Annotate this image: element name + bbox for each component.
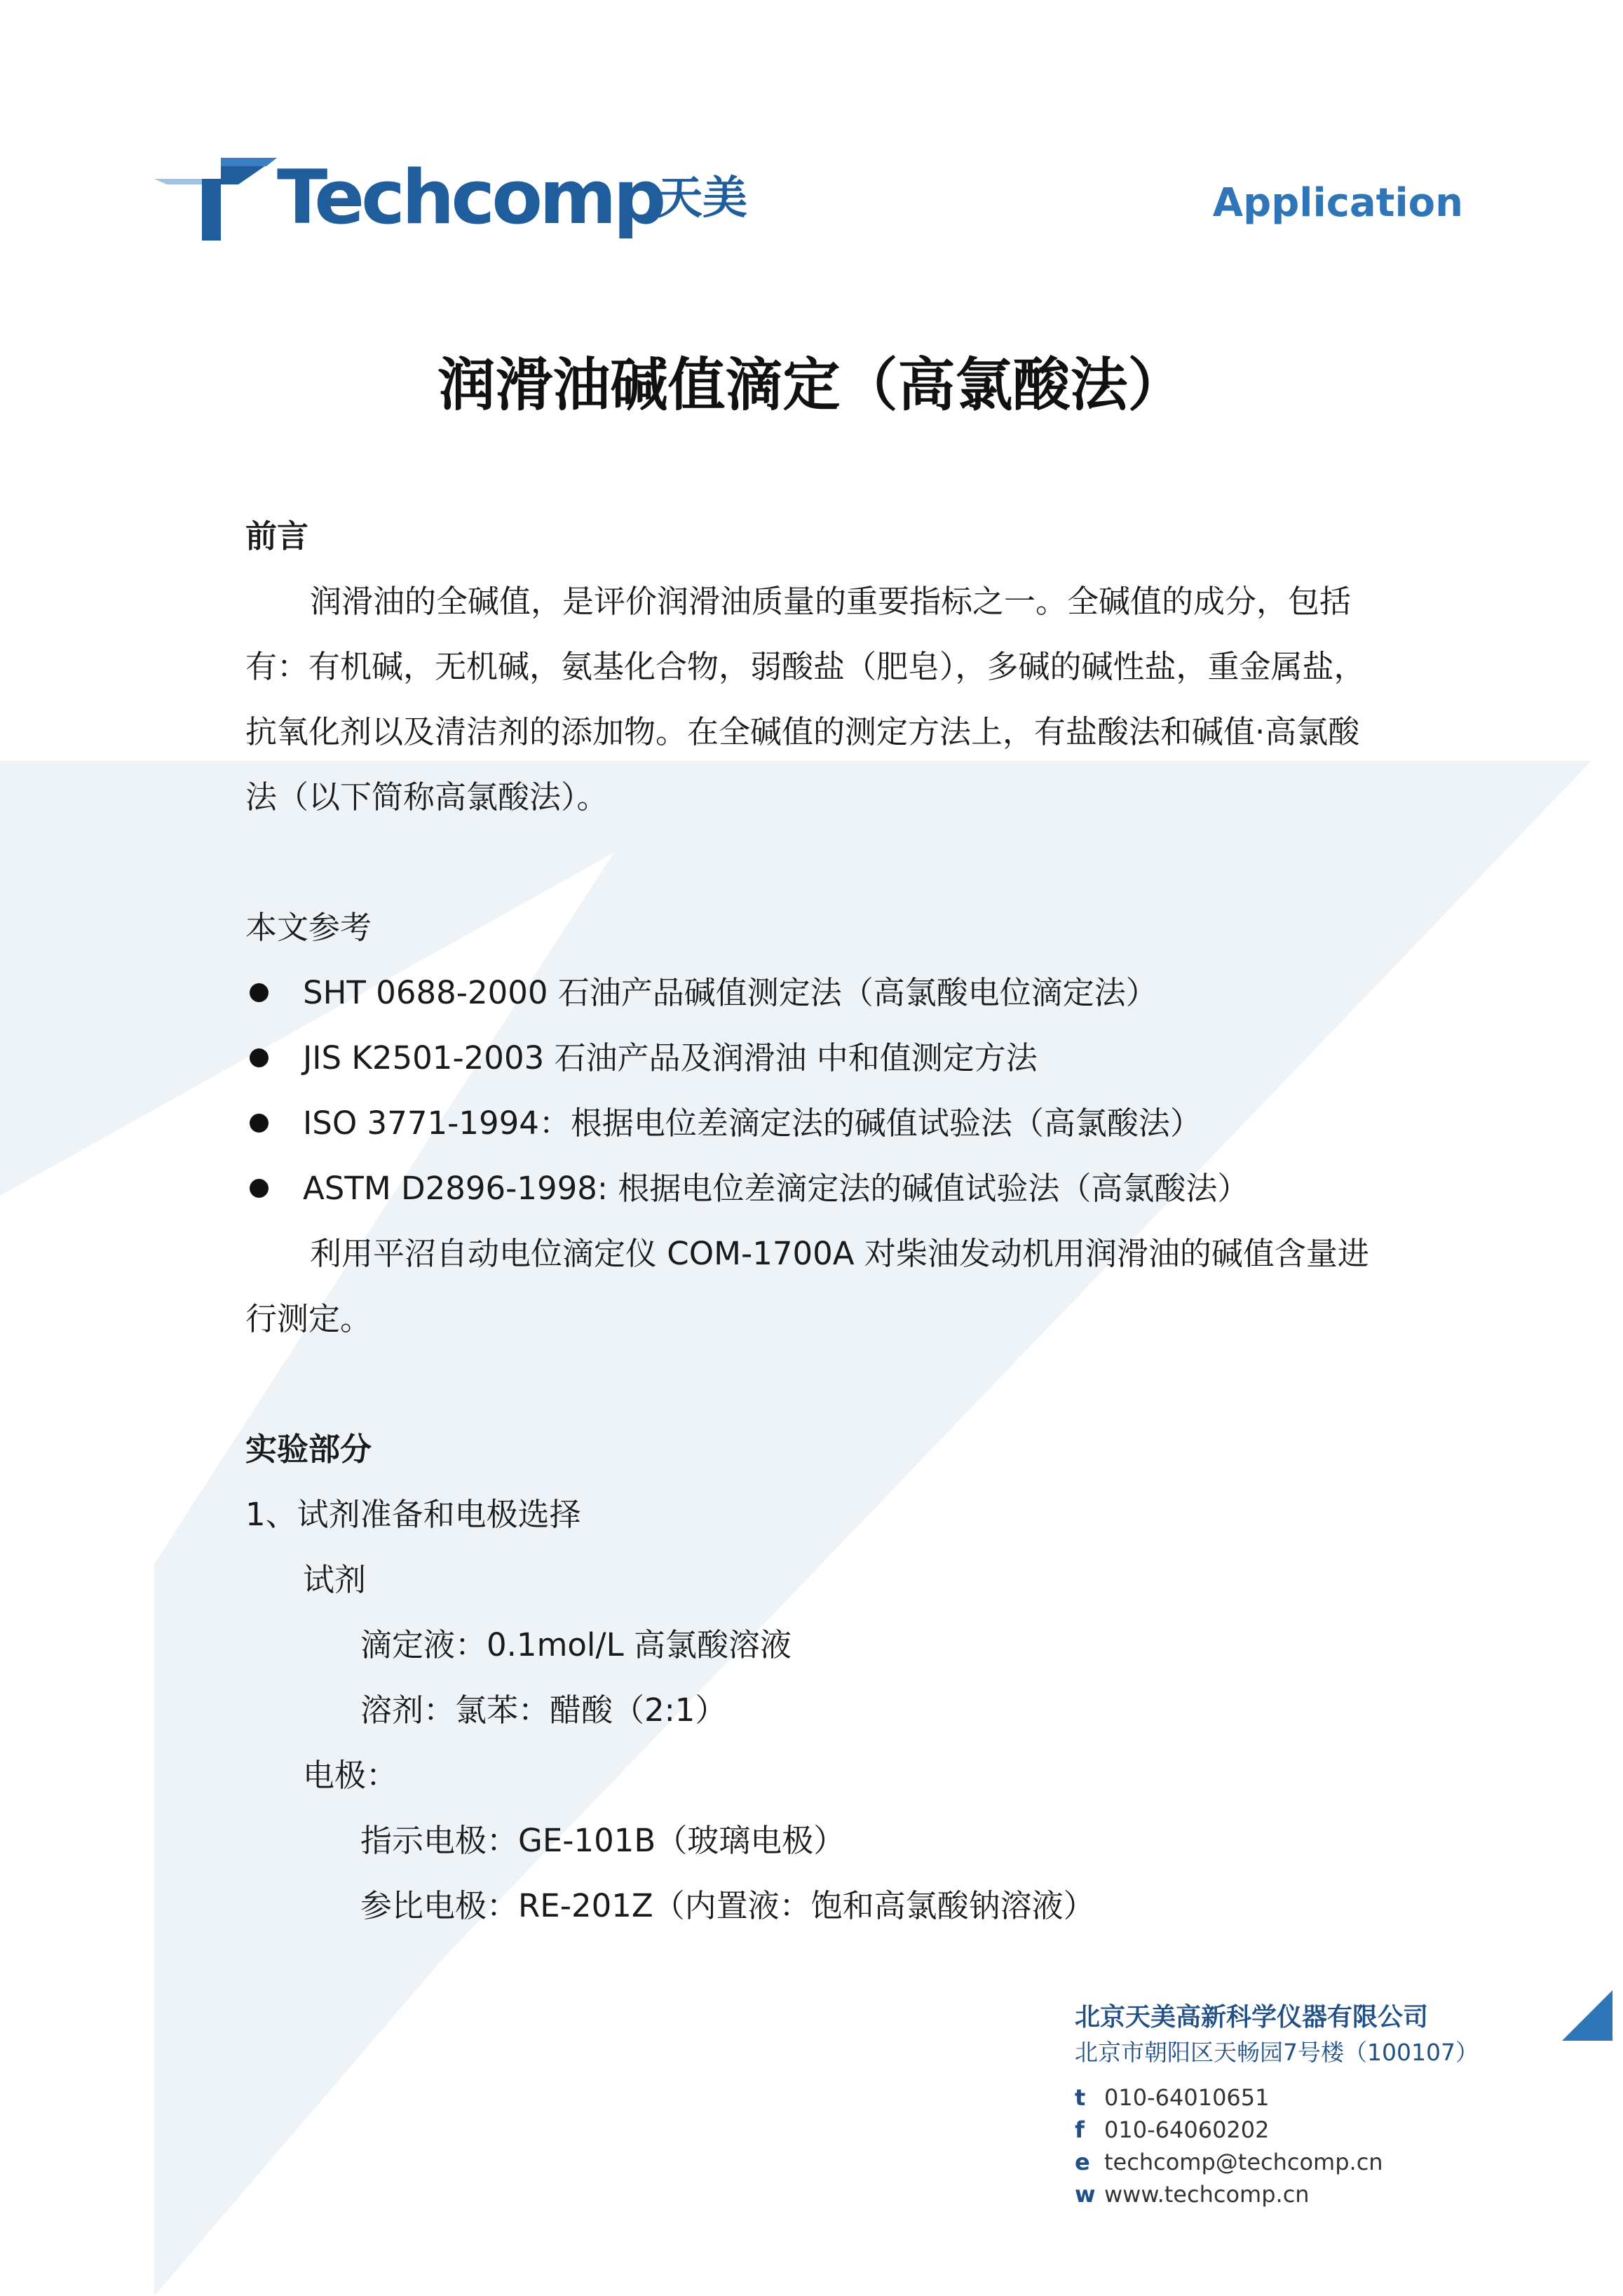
company-address: 北京市朝阳区天畅园7号楼（100107） [1075,2039,1479,2066]
contact-key: e [1075,2149,1090,2175]
list-item [245,1156,1381,1221]
list-item [245,1090,1381,1156]
reference-text: SHT 0688-2000 石油产品碱值测定法（高氯酸电位滴定法） [303,974,1157,1011]
contact-fax [1075,2114,1608,2146]
contact-list [1075,2081,1608,2210]
fax-number: 010-64060202 [1104,2116,1270,2143]
reference-text: ASTM D2896-1998: 根据电位差滴定法的碱值试验法（高氯酸法） [303,1170,1249,1207]
contact-email [1075,2146,1608,2178]
reference-text: ISO 3771-1994：根据电位差滴定法的碱值试验法（高氯酸法） [303,1105,1202,1142]
reference-electrode-line: 参比电极：RE-201Z（内置液：饱和高氯酸钠溶液） [360,1887,1095,1924]
reference-list [245,960,1381,1221]
solvent-line: 溶剂：氯苯：醋酸（2:1） [360,1691,727,1729]
bullet-icon [250,1179,269,1198]
preface-heading: 前言 [245,518,309,555]
document-title: 润滑油碱值滴定（高氯酸法） [437,352,1186,419]
references-heading: 本文参考 [245,909,372,946]
logo-chinese-name: 天美 [658,173,747,224]
phone-number: 010-64010651 [1104,2084,1270,2111]
spacer [1075,2070,1608,2081]
contact-key: t [1075,2084,1086,2111]
contact-phone [1075,2081,1608,2114]
contact-key: w [1075,2181,1096,2208]
spacer [245,830,1381,895]
website-url: www.techcomp.cn [1104,2181,1310,2208]
indicator-electrode-line: 指示电极：GE-101B（玻璃电极） [360,1822,846,1859]
bullet-icon [250,1114,269,1133]
bullet-icon [250,1048,269,1067]
contact-key: f [1075,2116,1085,2143]
document-body [245,504,1381,1938]
reference-summary: 利用平沼自动电位滴定仪 COM-1700A 对柴油发动机用润滑油的碱值含量进行测定。 [245,1235,1369,1337]
titrant-line: 滴定液：0.1mol/L 高氯酸溶液 [360,1626,792,1663]
footer-contact-block [1075,2000,1608,2210]
bullet-icon [250,983,269,1002]
techcomp-logo-icon [154,151,280,242]
reference-text: JIS K2501-2003 石油产品及润滑油 中和值测定方法 [303,1039,1038,1076]
preface-paragraph: 润滑油的全碱值，是评价润滑油质量的重要指标之一。全碱值的成分，包括有：有机碱，无机碱，氨基化合物，弱酸盐（肥皂），多碱的碱性盐，重金属盐，抗氧化剂以及清洁剂的添加物。在全碱值的测定方法上，有盐酸法和碱值·高氯酸法（以下简称高氯酸法）。 [245,583,1366,816]
experiment-heading: 实验部分 [245,1431,372,1468]
contact-website [1075,2178,1608,2210]
company-name: 北京天美高新科学仪器有限公司 [1075,2003,1429,2032]
email-address: techcomp@techcomp.cn [1104,2149,1383,2175]
logo-wordmark: Techcomp [277,154,663,241]
section-label: Application [1212,180,1463,226]
section-1-title: 1、试剂准备和电极选择 [245,1496,581,1533]
reagent-label: 试剂 [303,1561,367,1598]
electrode-label: 电极： [303,1757,398,1794]
spacer [245,1351,1381,1417]
list-item [245,960,1381,1025]
list-item [245,1025,1381,1090]
